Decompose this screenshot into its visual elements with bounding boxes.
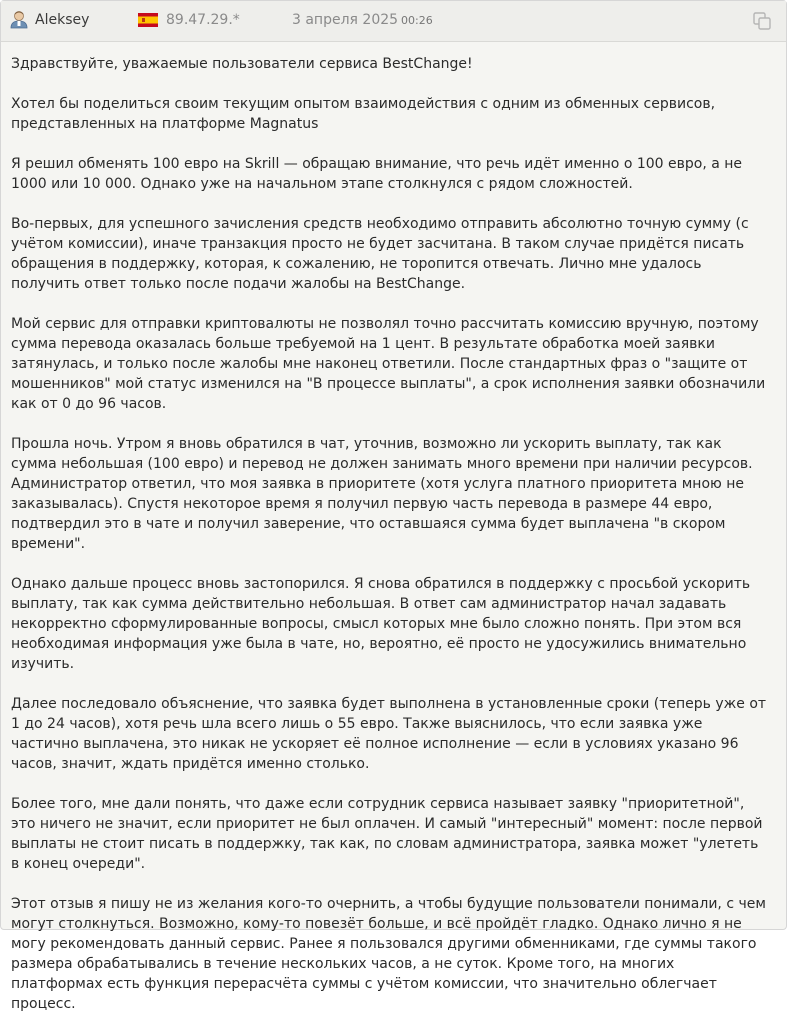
user-avatar-icon [10,10,28,29]
review-paragraph: Мой сервис для отправки криптовалюты не позволял точно рассчитать комиссию вручную, поэтому сумма перевода оказалась больше требуемой на 1 цент. В результате обработка моей заявки затянулась, и только после жалобы мне наконец ответили. После стандартных фраз о "защите от мошенников" мой статус изменился на "В процессе выплаты", а срок исполнения заявки обозначили как от 0 до 96 часов. [11,316,766,412]
review-time: 00:26 [401,14,433,27]
review-paragraph: Однако дальше процесс вновь застопорился. Я снова обратился в поддержку с просьбой ускорить выплату, так как сумма действительно небольшая. В ответ сам администратор начал задавать некорректно сформулированные вопросы, смысл которых мне было сложно понять. При этом вся необходимая информация уже была в чате, но, вероятно, её просто не удосужились внимательно изучить. [11,576,751,672]
review-date [292,12,433,28]
review-body [1,42,786,1014]
review-paragraph: Хотел бы поделиться своим текущим опытом взаимодействия с одним из обменных сервисов, представленных на платформе Magnatus [11,96,716,132]
review-paragraph: Более того, мне дали понять, что даже если сотрудник сервиса называет заявку "приоритетной", это ничего не значит, если приоритет не был оплачен. И самый "интересный" момент: после первой выплаты не стоит писать в поддержку, так как, по словам администратора, заявка может "улететь в конец очереди". [11,796,763,872]
review-paragraph: Далее последовало объяснение, что заявка будет выполнена в установленные сроки (теперь уже от 1 до 24 часов), хотя речь шла всего лишь о 55 евро. Также выяснилось, что если заявка уже частично выплачена, это никак не ускоряет её полное исполнение — если в условиях указано 96 часов, значит, ждать придётся именно столько. [11,696,767,772]
review-date-text: 3 апреля 2025 [292,12,399,28]
ip-address: 89.47.29.* [166,12,240,28]
review-header [1,1,786,42]
review-paragraph: Во-первых, для успешного зачисления средств необходимо отправить абсолютно точную сумму (с учётом комиссии), иначе транзакция просто не будет засчитана. В таком случае придётся писать обращения в поддержку, которая, к сожалению, не торопится отвечать. Лично мне удалось получить ответ только после подачи жалобы на BestChange. [11,216,749,292]
review-paragraph: Этот отзыв я пишу не из желания кого-то очернить, а чтобы будущие пользователи понимали, с чем могут столкнуться. Возможно, кому-то повезёт больше, и всё пройдёт гладко. Однако лично я не могу рекомендовать данный сервис. Ранее я пользовался другими обменниками, где суммы такого размера обрабатывались в течение нескольких часов, а не суток. Кроме того, на многих платформах есть функция перерасчёта суммы с учётом комиссии, что значительно облегчает процесс. [11,896,766,1012]
username[interactable]: Aleksey [35,12,90,28]
review-paragraph: Прошла ночь. Утром я вновь обратился в чат, уточнив, возможно ли ускорить выплату, так как сумма небольшая (100 евро) и перевод не должен занимать много времени при наличии ресурсов. Администратор ответил, что моя заявка в приоритете (хотя услуга платного приоритета мною не заказывалась). Спустя некоторое время я получил первую часть перевода в размере 44 евро, подтвердил это в чате и получил заверение, что оставшаяся сумма будет выплачена "в скором времени". [11,436,753,552]
review-paragraph: Здравствуйте, уважаемые пользователи сервиса BestChange! [11,56,473,72]
copy-icon[interactable] [752,11,772,31]
spain-flag-icon [138,13,158,27]
review-paragraph: Я решил обменять 100 евро на Skrill — обращаю внимание, что речь идёт именно о 100 евро, а не 1000 или 10 000. Однако уже на начальном этапе столкнулся с рядом сложностей. [11,156,743,192]
